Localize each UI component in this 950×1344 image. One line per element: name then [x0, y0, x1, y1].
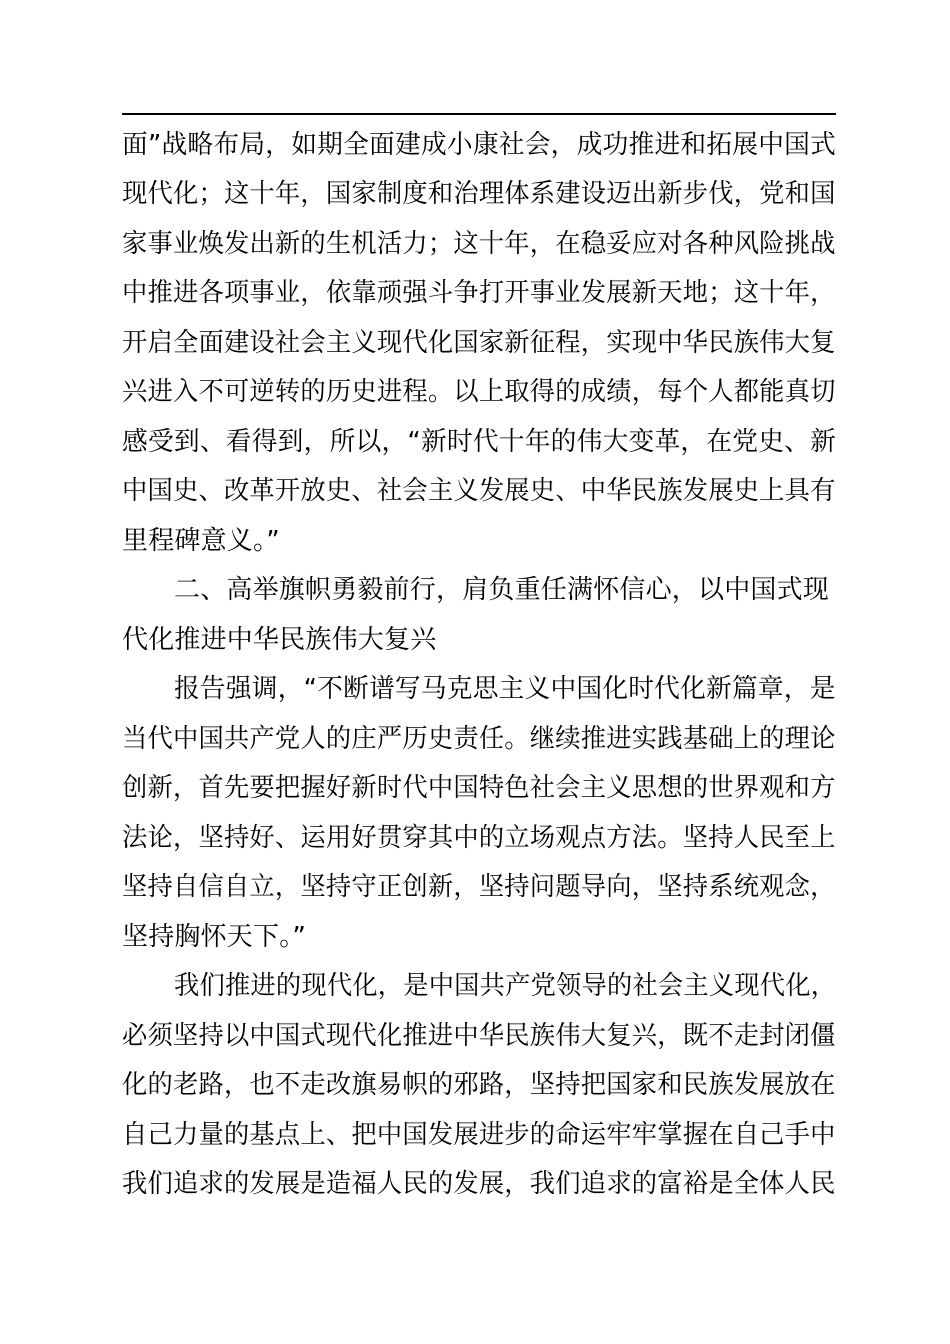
- section-heading-continued: 代化推进中华民族伟大复兴: [122, 625, 437, 655]
- text-line: 坚持自信自立，坚持守正创新，坚持问题导向，坚持系统观念，: [122, 872, 836, 902]
- text-line: 坚持胸怀天下。”: [122, 922, 307, 952]
- text-line: 面”战略布局，如期全面建成小康社会，成功推进和拓展中国式: [122, 130, 837, 160]
- text-line: 我们推进的现代化，是中国共产党领导的社会主义现代化，: [174, 971, 837, 1001]
- text-line: 开启全面建设社会主义现代化国家新征程，实现中华民族伟大复: [122, 328, 836, 358]
- text-line: 中推进各项事业，依靠顽强斗争打开事业发展新天地；这十年，: [122, 278, 836, 308]
- text-line: 当代中国共产党人的庄严历史责任。继续推进实践基础上的理论: [122, 724, 836, 754]
- text-line: 中国史、改革开放史、社会主义发展史、中华民族发展史上具有: [122, 476, 836, 506]
- header-rule: [122, 113, 836, 115]
- section-heading: 二、高举旗帜勇毅前行，肩负重任满怀信心，以中国式现: [174, 575, 830, 605]
- text-line: 感受到、看得到，所以，“新时代十年的伟大变革，在党史、新: [122, 427, 837, 457]
- text-line: 报告强调，“不断谱写马克思主义中国化时代化新篇章，是: [174, 674, 836, 704]
- text-line: 必须坚持以中国式现代化推进中华民族伟大复兴，既不走封闭僵: [122, 1021, 836, 1051]
- text-line: 家事业焕发出新的生机活力；这十年，在稳妥应对各种风险挑战: [122, 229, 836, 259]
- text-line: 创新，首先要把握好新时代中国特色社会主义思想的世界观和方: [122, 773, 836, 803]
- text-line: 法论，坚持好、运用好贯穿其中的立场观点方法。坚持人民至上: [122, 823, 836, 853]
- text-line: 现代化；这十年，国家制度和治理体系建设迈出新步伐，党和国: [122, 179, 836, 209]
- text-line: 兴进入不可逆转的历史进程。以上取得的成绩，每个人都能真切: [122, 377, 836, 407]
- text-line: 我们追求的发展是造福人民的发展，我们追求的富裕是全体人民: [122, 1169, 836, 1199]
- text-line: 化的老路，也不走改旗易帜的邪路，坚持把国家和民族发展放在: [122, 1070, 836, 1100]
- text-line: 自己力量的基点上、把中国发展进步的命运牢牢掌握在自己手中: [122, 1120, 836, 1150]
- text-line: 里程碑意义。”: [122, 526, 280, 556]
